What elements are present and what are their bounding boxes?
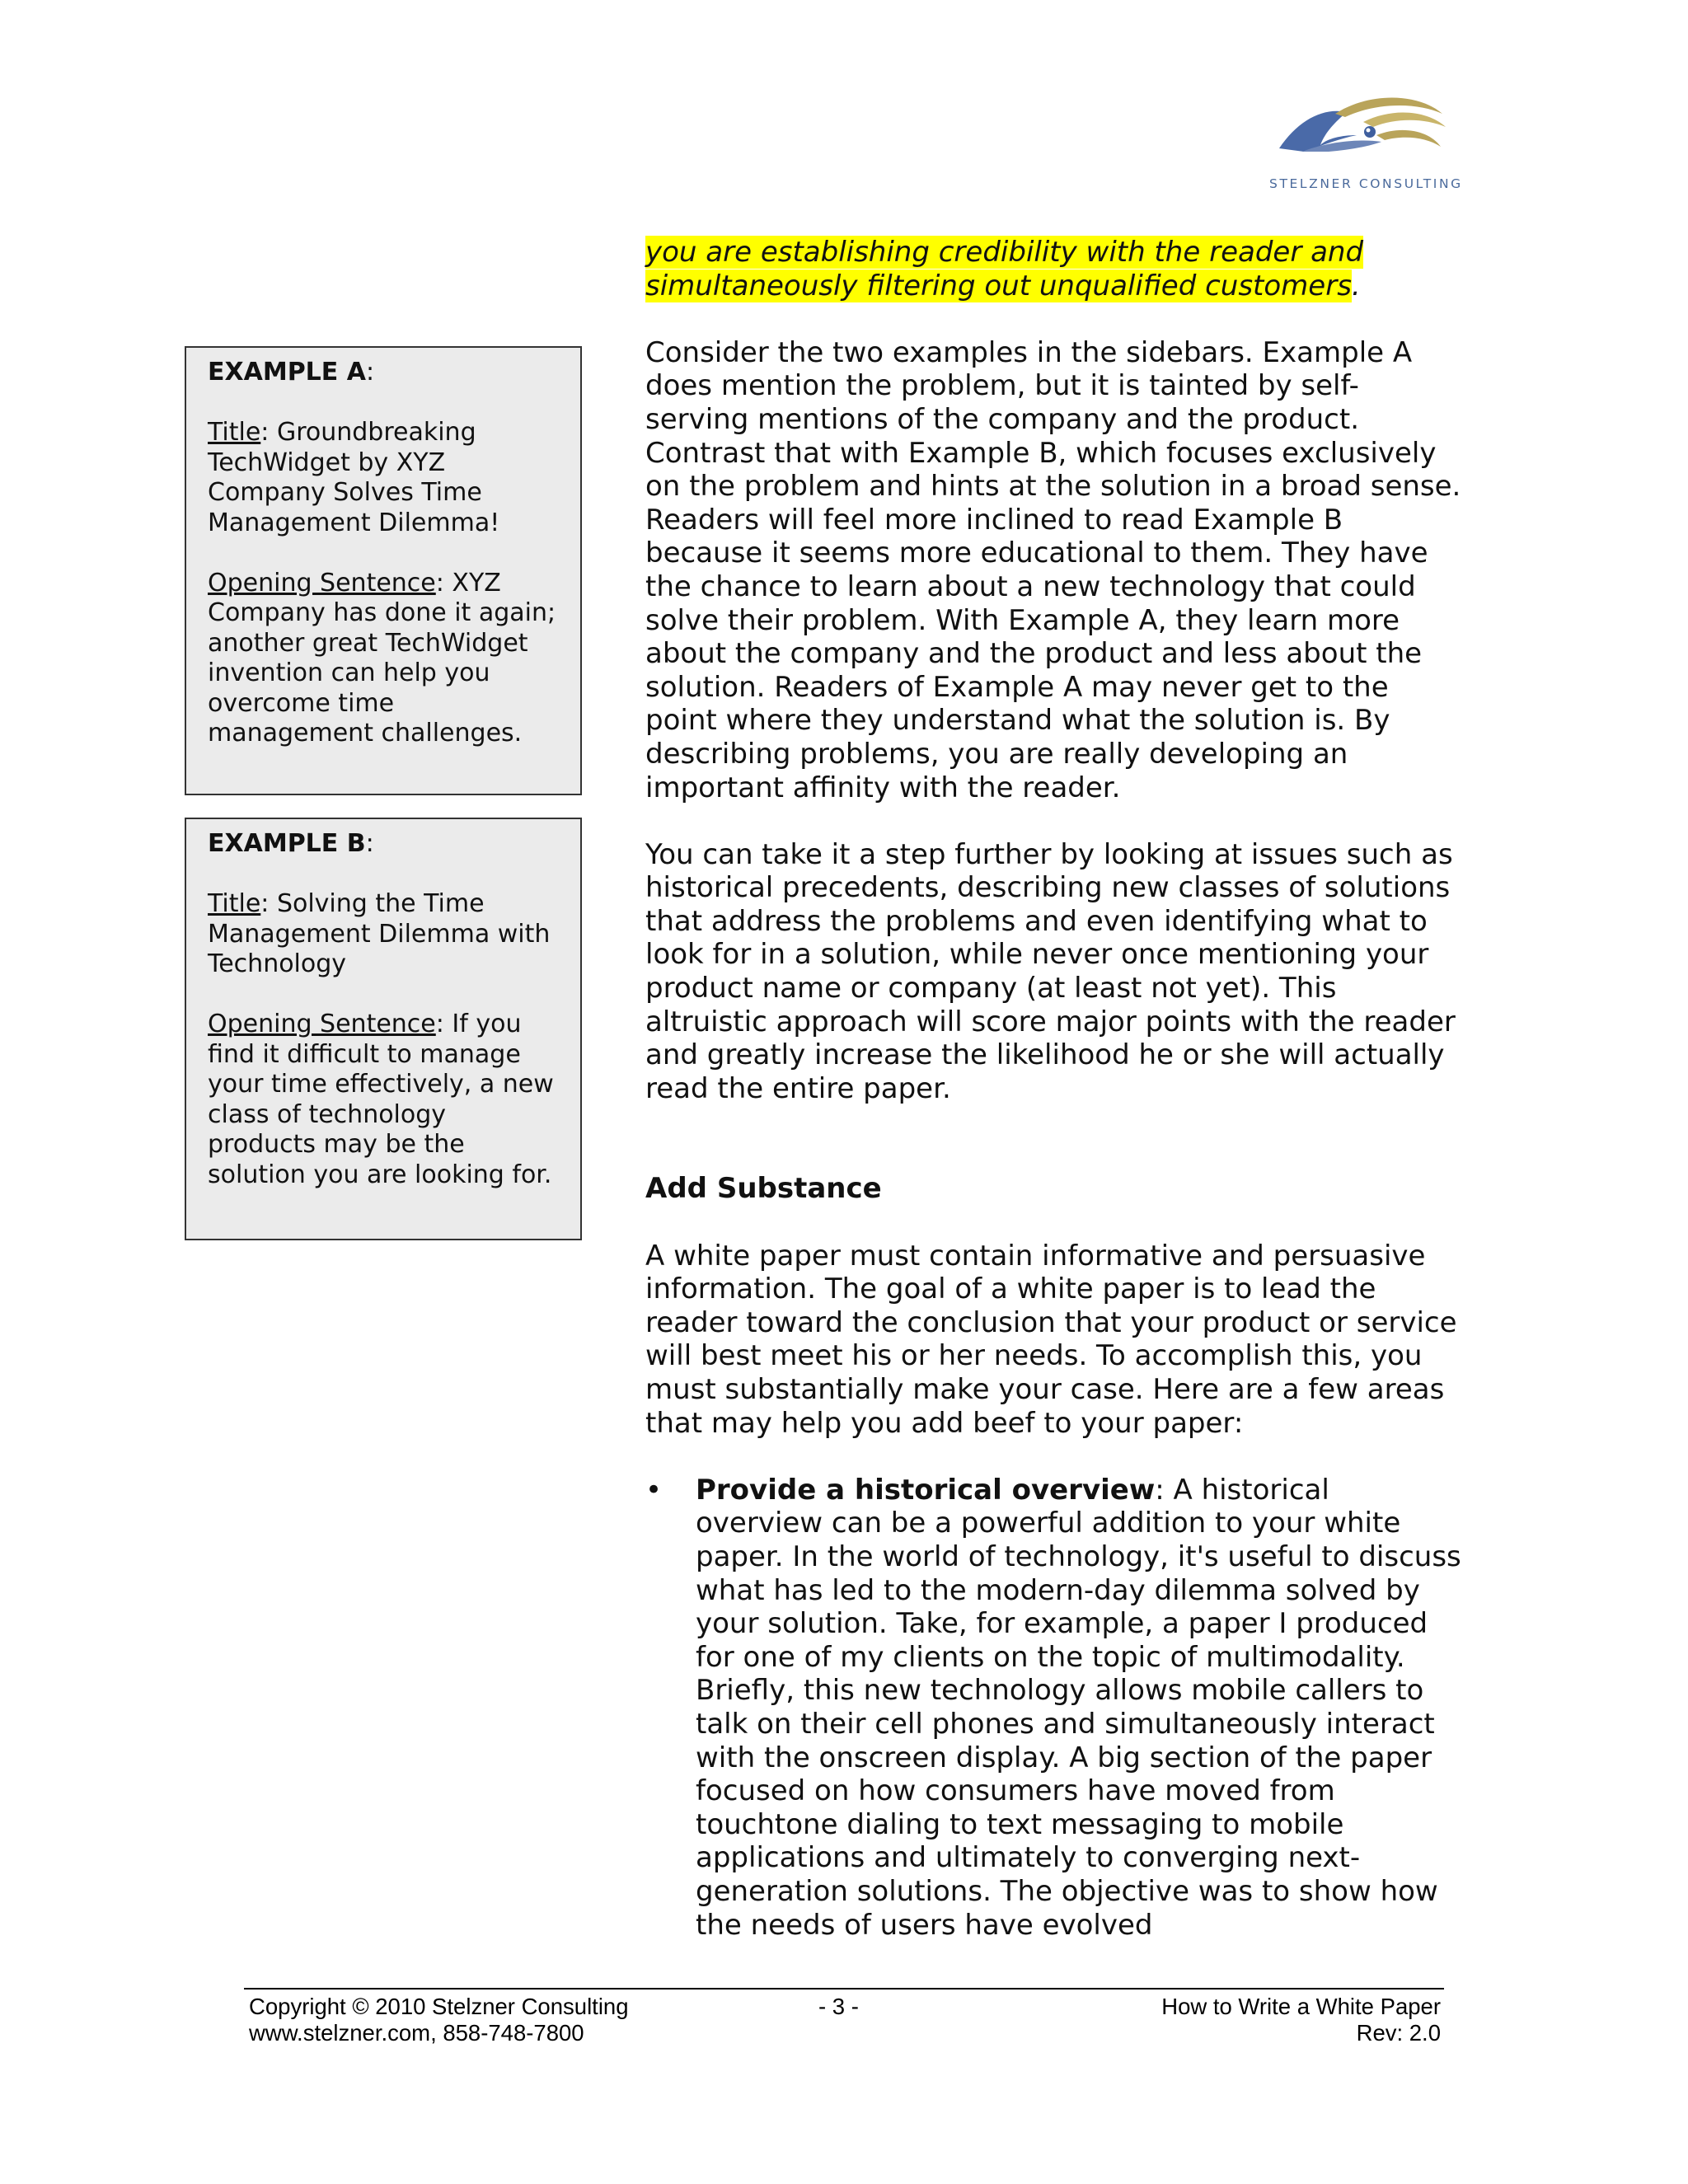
highlighted-sentence: you are establishing credibility with the reader and simultaneously filtering out unqualified customers. — [645, 236, 1364, 302]
bullet-icon: • — [645, 1473, 663, 1507]
opening-text: : XYZ Company has done it again; another great TechWidget invention can help you overcome time management challenges. — [208, 568, 556, 748]
sidebar-example-b — [185, 818, 582, 1240]
logo-swoosh-icon — [1278, 89, 1459, 171]
paragraph-examples: Consider the two examples in the sidebars. Example A does mention the problem, but it is tainted by self-serving mentions of the company and the product. Contrast that with Example B, which focuses exclusively on the problem and hints at the solution in a broad sense. Readers will feel more inclined to read Example B because it seems more educational to them. They have the chance to learn about a new technology that could solve their problem. With Example A, they learn more about the company and the product and less about the solution. Readers of Example A may never get to the point where they understand what the solution is. By describing problems, you are really developing an important affinity with the reader. — [645, 335, 1461, 804]
title-text: : Groundbreaking TechWidget by XYZ Company Solves Time Management Dilemma! — [208, 418, 500, 537]
title-label: Title — [208, 418, 261, 447]
sidebar-title — [208, 889, 560, 980]
footer-doc-title: How to Write a White Paper — [1161, 1994, 1441, 2019]
title-label: Title — [208, 889, 261, 918]
bullet-title: Provide a historical overview — [696, 1473, 1156, 1507]
sidebar-opening — [208, 569, 560, 749]
opening-label: Opening Sentence — [208, 1010, 436, 1038]
sidebar-example-a — [185, 346, 582, 795]
footer-copyright: Copyright © 2010 Stelzner Consulting — [249, 1994, 629, 2019]
list-item — [645, 1474, 1461, 1942]
logo-text: STELZNER CONSULTING — [1269, 176, 1463, 191]
sidebar-heading: EXAMPLE A: — [208, 358, 375, 387]
section-heading: Add Substance — [645, 1172, 882, 1206]
footer-page-number: - 3 - — [818, 1994, 859, 2019]
paragraph-step-further: You can take it a step further by looking at issues such as historical precedents, describing new classes of solutions that address the problems and even identifying what to look for in a solution, while never once mentioning your product name or company (at least not yet). This altruistic approach will score major points with the reader and greatly increase the likelihood he or she will actually read the entire paper. — [645, 837, 1456, 1105]
sidebar-title — [208, 418, 560, 538]
footer-revision: Rev: 2.0 — [1356, 2020, 1441, 2046]
footer-divider — [244, 1988, 1444, 1990]
sidebar-heading: EXAMPLE B: — [208, 829, 374, 858]
title-text: : Solving the Time Management Dilemma with Technology — [208, 889, 551, 978]
paragraph-substance: A white paper must contain informative and persuasive information. The goal of a white paper is to lead the reader toward the conclusion that your product or service will best meet his or her needs. To accomplish this, you must substantially make your case. Here are a few areas that may help you add beef to your paper: — [645, 1239, 1457, 1440]
opening-label: Opening Sentence — [208, 568, 436, 598]
highlight-text: you are establishing credibility with the reader and simultaneously filtering out unqualified customers — [645, 236, 1364, 302]
sidebar-opening — [208, 1010, 560, 1190]
bullet-text: : A historical overview can be a powerful addition to your white paper. In the world of technology, it's useful to discuss what has led to the modern-day dilemma solved by your solution. Take, for example, a paper I produced for one of my clients on the topic of multimodality. Briefly, this new technology allows mobile callers to talk on their cell phones and simultaneously interact with the onscreen display. A big section of the paper focused on how consumers have moved from touchtone dialing to text messaging to mobile applications and ultimately to converging next-generation solutions. The objective was to show how the needs of users have evolved — [696, 1473, 1461, 1942]
footer-contact: www.stelzner.com, 858-748-7800 — [249, 2020, 584, 2046]
opening-text: : If you find it difficult to manage your time effectively, a new class of technology products may be the solution you are looking for. — [208, 1010, 554, 1189]
company-logo — [1269, 89, 1467, 196]
main-content — [645, 236, 1461, 1942]
